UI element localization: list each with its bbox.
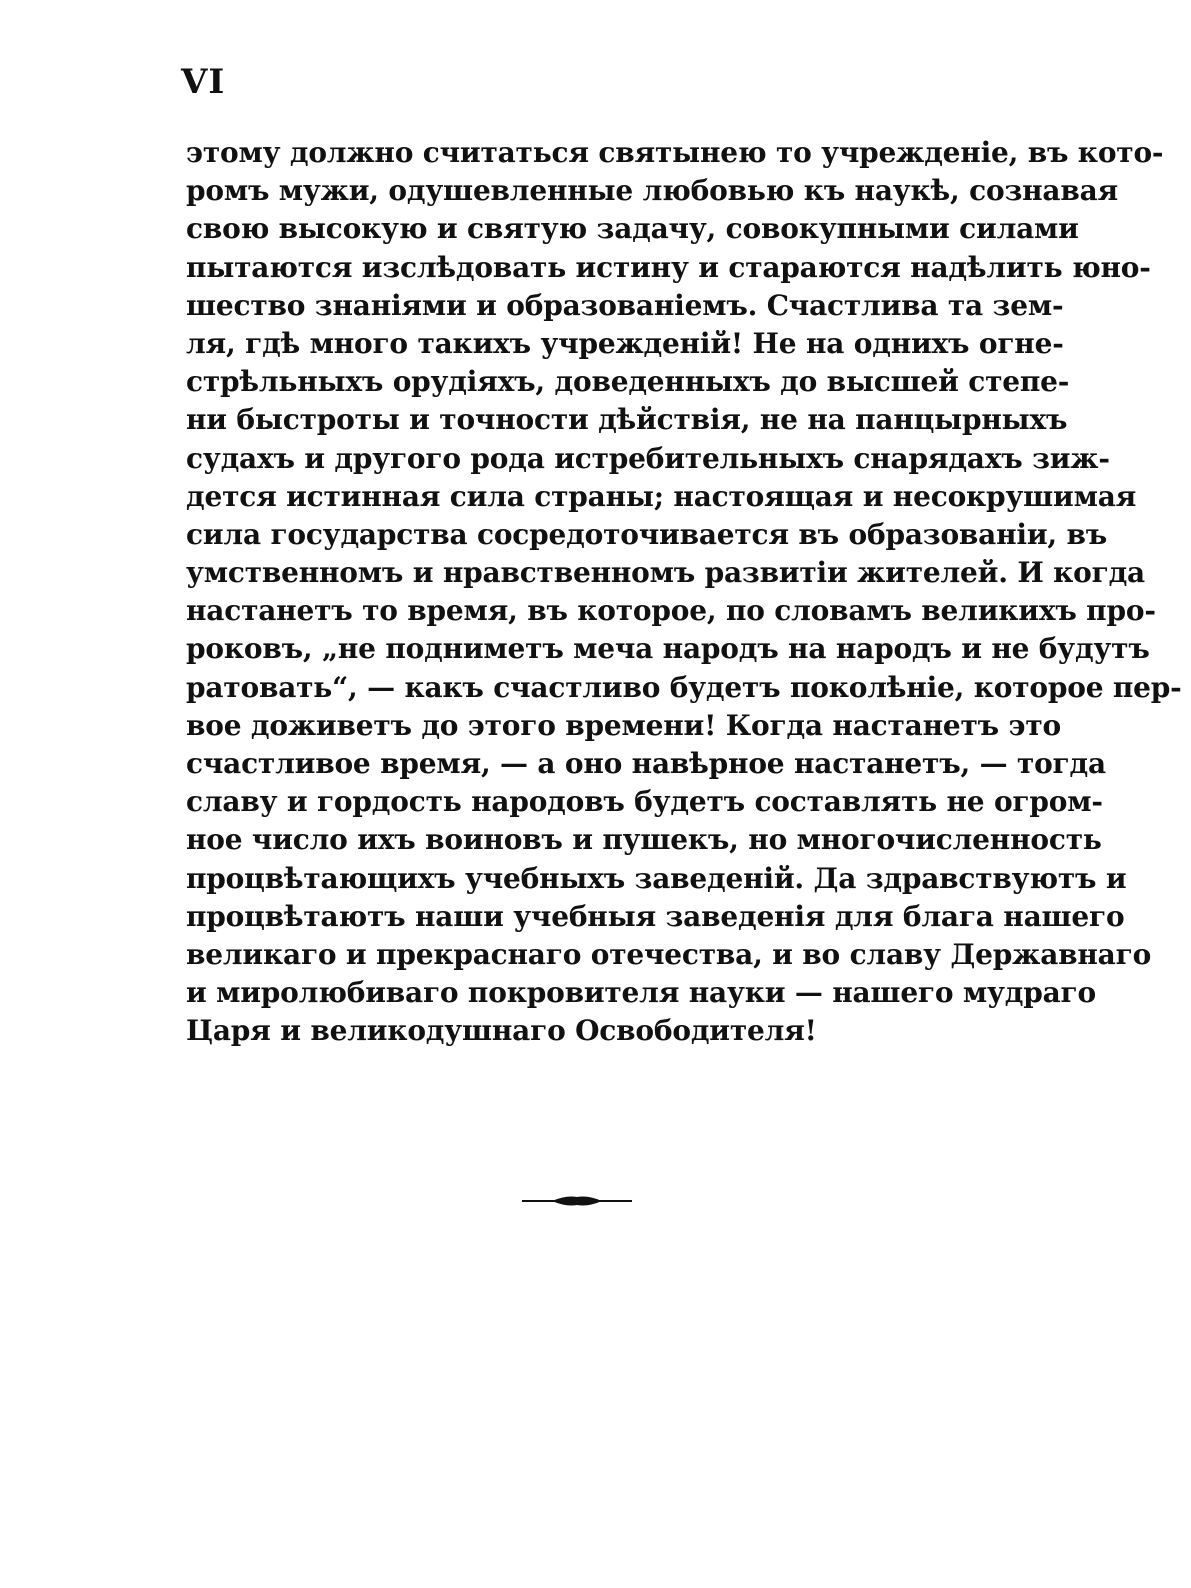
text-line: процвѣтаютъ наши учебныя заведенія для блага нашего <box>186 899 1125 933</box>
text-line: вое доживетъ до этого времени! Когда настанетъ это <box>186 708 1061 742</box>
text-line: судахъ и другого рода истребительныхъ снарядахъ зиж- <box>186 441 1110 475</box>
text-line: пытаются изслѣдовать истину и стараются надѣлить юно- <box>186 250 1151 284</box>
text-line: стрѣльныхъ орудіяхъ, доведенныхъ до высшей степе- <box>186 365 1070 399</box>
text-line: ратовать“, — какъ счастливо будетъ поколѣніе, которое пер- <box>186 670 1182 704</box>
text-line: великаго и прекраснаго отечества, и во славу Державнаго <box>186 937 1152 971</box>
text-line: ля, гдѣ много такихъ учрежденій! Не на однихъ огне- <box>186 326 1064 360</box>
text-line: дется истинная сила страны; настоящая и несокрушимая <box>186 479 1137 513</box>
text-line: ни быстроты и точности дѣйствія, не на панцырныхъ <box>186 403 1068 437</box>
text-line: Царя и великодушнаго Освободителя! <box>186 1014 817 1048</box>
text-line: славу и гордость народовъ будетъ составлять не огром- <box>186 785 1103 819</box>
text-line: настанетъ то время, въ которое, по словамъ великихъ про- <box>186 594 1156 628</box>
tailpiece-ornament-icon <box>522 1190 632 1212</box>
text-line: процвѣтающихъ учебныхъ заведеній. Да здравствуютъ и <box>186 861 1127 895</box>
text-line: ное число ихъ воиновъ и пушекъ, но многочисленность <box>186 823 1102 857</box>
text-line: умственномъ и нравственномъ развитіи жителей. И когда <box>186 556 1145 590</box>
text-line: роковъ, „не подниметъ меча народъ на народъ и не будутъ <box>186 632 1150 666</box>
text-line: сила государства сосредоточивается въ образованіи, въ <box>186 517 1108 551</box>
page-number: VI <box>181 62 226 102</box>
text-line: этому должно считаться святынею то учрежденіе, въ кото- <box>186 136 1164 169</box>
text-line: ромъ мужи, одушевленные любовью къ наукѣ, сознавая <box>186 174 1119 208</box>
text-line: свою высокую и святую задачу, совокупными силами <box>186 212 1079 246</box>
text-line: и миролюбиваго покровителя науки — нашего мудраго <box>186 976 1096 1010</box>
ornament-center <box>552 1197 602 1206</box>
body-text <box>186 134 1182 1051</box>
text-line: шество знаніями и образованіемъ. Счастлива та зем- <box>186 288 1064 322</box>
text-line: счастливое время, — а оно навѣрное настанетъ, — тогда <box>186 747 1106 780</box>
